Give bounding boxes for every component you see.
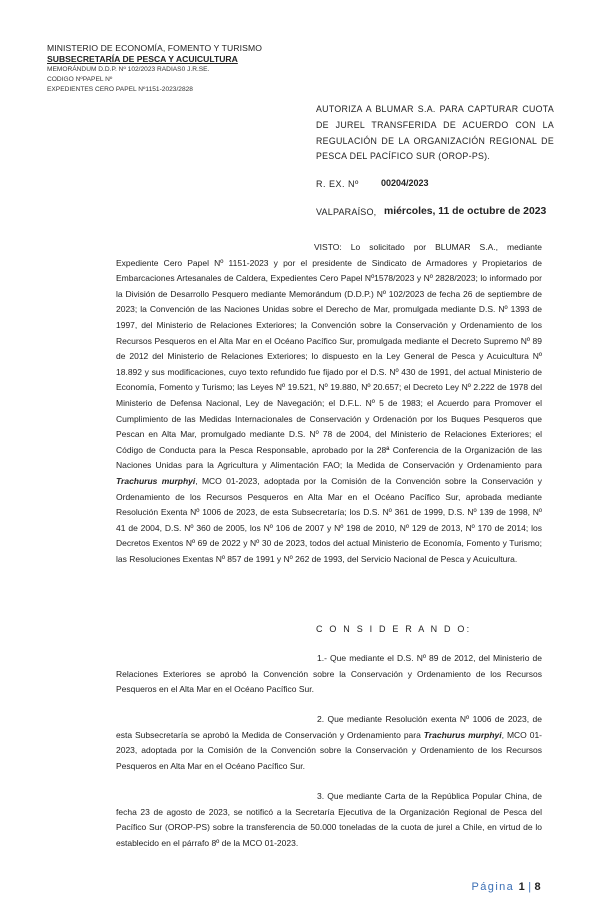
- page-footer: [472, 881, 542, 893]
- visto-lead: VISTO:: [314, 242, 342, 252]
- p2-species: Trachurus murphyi: [423, 729, 502, 740]
- visto-text-2: , MCO 01-2023, adoptada por la Comisión de la Convención sobre la Conservación y Ordenamiento de los Recursos Pesqueros en Alta Mar en el Océano Pacífico Sur, aprobada mediante Resolución Exenta Nº 1006 de 2023, de esta Subsecretaría; los D.S. Nº 361 de 1999, D.S. Nº 139 de 1998, Nº 41 de 2004, D.S. Nº 360 de 2005, los Nº 106 de 2007 y Nº 198 de 2010, Nº 129 de 2013, Nº 170 de 2014; los Decretos Exentos Nº 69 de 2022 y Nº 30 de 2023, todos del actual Ministerio de Economía, Fomento y Turismo; las Resoluciones Exentas Nº 857 de 1991 y Nº 262 de 1993, del Servicio Nacional de Pesca y Acuicultura.: [116, 475, 542, 564]
- expediente-reference: EXPEDIENTES CERO PAPEL Nº1151-2023/2828: [47, 86, 193, 93]
- visto-text: Lo solicitado por BLUMAR S.A., mediante Expediente Cero Papel Nº 1151-2023 y por el presidente de Sindicato de Armadores y Propietarios de Embarcaciones Artesanales de Caldera, Expedientes Cero Papel Nº1578/2023 y Nº 2828/2023; lo informado por la División de Desarrollo Pesquero mediante Memorándum (D.D.P.) Nº 102/2023 de fecha 26 de septiembre de 2023; la Convención de las Naciones Unidas sobre el Derecho de Mar, promulgada mediante D.S. Nº 1393 de 1997, del Ministerio de Relaciones Exteriores; la Convención sobre la Conservación y Ordenamiento de los Recursos Pesqueros en el Alta Mar en el Océano Pacífico Sur, promulgada mediante el Decreto Supremo Nº 89 de 2012 del Ministerio de Relaciones Exteriores; lo dispuesto en la Ley General de Pesca y Acuicultura Nº 18.892 y sus modificaciones, cuyo texto refundido fue fijado por el D.S. Nº 430 de 1991, del actual Ministerio de Economía, Fomento y Turismo; las Leyes Nº 19.521, Nº 19.880, Nº 20.657; el Decreto Ley Nº 2.222 de 1978 del Ministerio de Defensa Nacional, Ley de Navegación; el D.F.L. Nº 5 de 1983; el Acuerdo para Promover el Cumplimiento de las Medidas Internacionales de Conservación y Ordenación por los Buques Pesqueros que Pescan en Alta Mar, promulgado mediante D.S. Nº 78 de 2004, del Ministerio de Relaciones Exteriores; el Código de Conducta para la Pesca Responsable, aprobado por la 28ª Conferencia de la Organización de las Naciones Unidas para la Agricultura y Alimentación FAO; la Medida de Conservación y Ordenamiento para: [116, 242, 542, 471]
- p2-text-a: 2. Que mediante Resolución exenta Nº 1006 de 2023, de esta Subsecretaría se aprobó la Medida de Conservación y Ordenamiento para: [116, 714, 542, 740]
- considerando-heading: C O N S I D E R A N D O:: [316, 624, 472, 634]
- visto-paragraph: [116, 240, 542, 590]
- visto-species: Trachurus murphyi: [116, 475, 196, 486]
- considerando-paragraph-2: [116, 712, 542, 774]
- resolution-number: 00204/2023: [381, 178, 429, 188]
- memo-reference: MEMORÁNDUM D.D.P. Nº 102/2023 RADIAS0 J.R.SE.: [47, 66, 210, 73]
- page-current: 1: [518, 881, 527, 893]
- date-value: miércoles, 11 de octubre de 2023: [384, 206, 547, 217]
- page-label: Página: [471, 881, 515, 893]
- page-total: 8: [534, 881, 542, 893]
- p2-text-b: , MCO 01-2023, adoptada por la Comisión de la Convención sobre la Conservación y Ordenamiento de los Recursos Pesqueros en Alta Mar en el Océano Pacífico Sur.: [116, 729, 543, 771]
- document-title: AUTORIZA A BLUMAR S.A. PARA CAPTURAR CUOTA DE JUREL TRANSFERIDA DE ACUERDO CON LA REGULACIÓN DE LA ORGANIZACIÓN REGIONAL DE PESCA DEL PACÍFICO SUR (OROP-PS).: [316, 104, 554, 162]
- ministry-name: MINISTERIO DE ECONOMÍA, FOMENTO Y TURISMO: [47, 43, 262, 53]
- considerando-paragraph-3: 3. Que mediante Carta de la República Popular China, de fecha 23 de agosto de 2023, se notificó a la Secretaría Ejecutiva de la Organización Regional de Pesca del Pacífico Sur (OROP-PS) sobre la transferencia de 50.000 toneladas de la cuota de jurel a Chile, en virtud de lo establecido en el párrafo 8º de la MCO 01-2023.: [116, 791, 542, 848]
- page-separator: |: [528, 881, 533, 893]
- resolution-label: R. EX. Nº: [316, 179, 359, 189]
- date-place: VALPARAÍSO,: [316, 207, 377, 217]
- considerando-paragraph-1: 1.- Que mediante el D.S. Nº 89 de 2012, del Ministerio de Relaciones Exteriores se aprobó la Convención sobre la Conservación y Ordenamiento de los Recursos Pesqueros en el Alta Mar en el Océano Pacífico Sur.: [116, 653, 542, 695]
- code-reference: CODIGO NºPAPEL Nº: [47, 76, 113, 83]
- letterhead: [47, 43, 307, 95]
- subsecretaria-name: SUBSECRETARÍA DE PESCA Y ACUICULTURA: [47, 54, 238, 64]
